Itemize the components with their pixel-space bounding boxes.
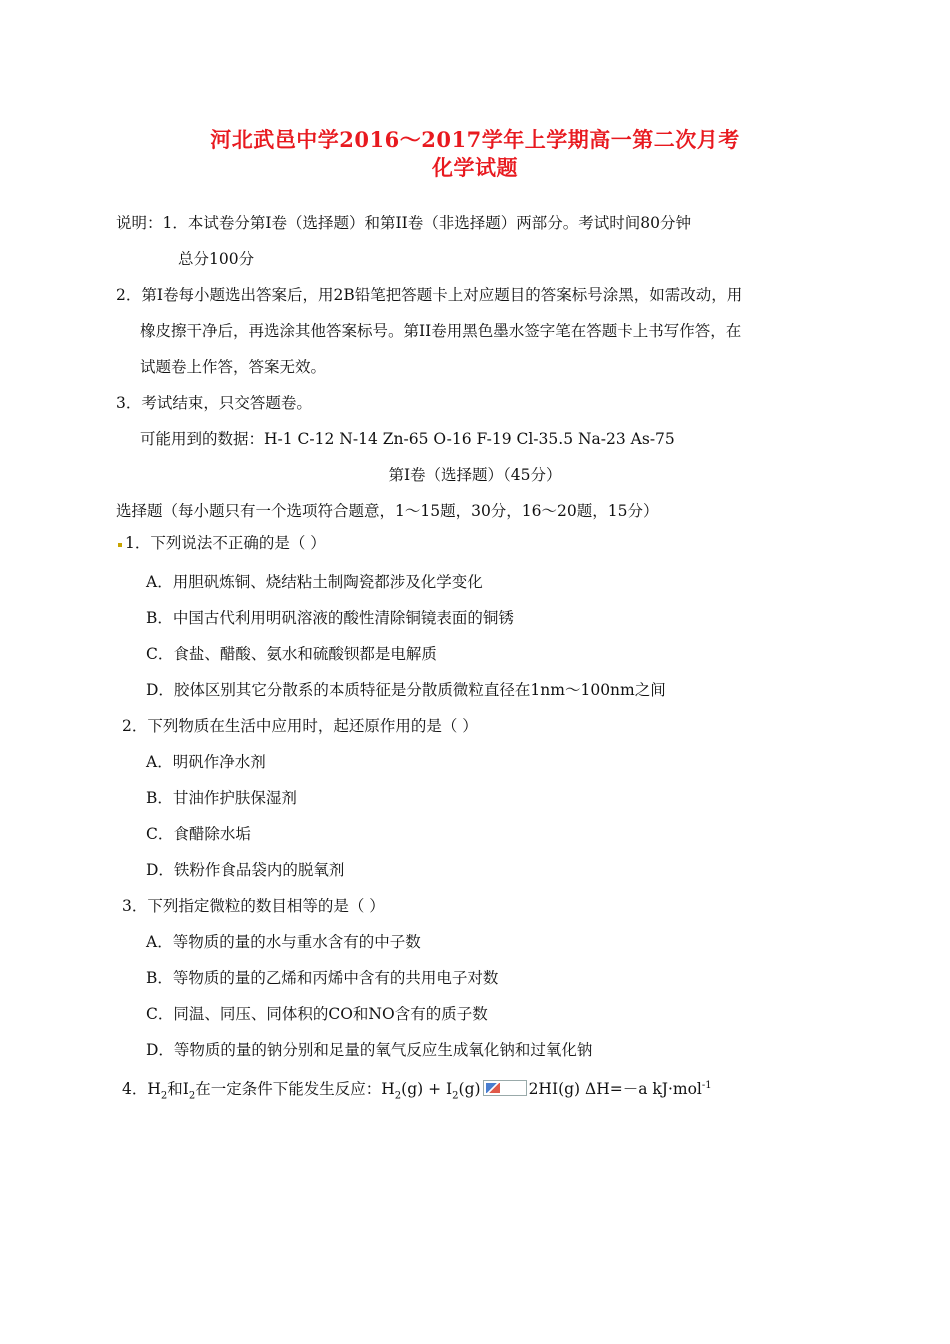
atomic-masses: 可能用到的数据：H-1 C-12 N-14 Zn-65 O-16 F-19 Cl-35.5 Na-23 As-75 (140, 430, 675, 448)
question-3-option-b: B．等物质的量的乙烯和丙烯中含有的共用电子对数 (146, 969, 499, 987)
question-3-option-d: D．等物质的量的钠分别和足量的氧气反应生成氧化钠和过氧化钠 (146, 1041, 593, 1059)
section-heading: 第Ⅰ卷（选择题）（45分） (388, 466, 562, 484)
question-1-option-b: B．中国古代利用明矾溶液的酸性清除铜镜表面的铜锈 (146, 609, 514, 627)
question-1-option-a: A．用胆矾炼铜、烧结粘土制陶瓷都涉及化学变化 (146, 573, 483, 591)
question-4-stem: 4．$H_2$和$I_2$在一定条件下能发生反应：$H_2(g) + I_2(g)$ 2HI(g) ΔH=－a kJ·mol$^{-1}$ (122, 1080, 712, 1102)
instruction-2b: 橡皮擦干净后，再选涂其他答案标号。第II卷用黑色墨水签字笔在答题卡上书写作答，在 (140, 322, 742, 340)
question-2-stem: 2．下列物质在生活中应用时，起还原作用的是（ ） (122, 717, 478, 735)
instruction-1-total: 总分100分 (178, 250, 255, 268)
instruction-2a: 2．第Ⅰ卷每小题选出答案后，用2B铅笔把答题卡上对应题目的答案标号涂黑，如需改动，用 (116, 286, 743, 304)
exam-subtitle: 化学试题 (432, 155, 518, 180)
question-2-option-b: B．甘油作护肤保湿剂 (146, 789, 297, 807)
question-2-option-a: A．明矾作净水剂 (146, 753, 266, 771)
exam-title: 河北武邑中学2016～2017学年上学期高一第二次月考 (210, 127, 740, 152)
question-2-option-c: C．食醋除水垢 (146, 825, 251, 843)
question-2-option-d: D．铁粉作食品袋内的脱氧剂 (146, 861, 345, 879)
instruction-3: 3．考试结束，只交答题卷。 (116, 394, 312, 412)
marker-dot (118, 543, 122, 547)
question-1-option-c: C．食盐、醋酸、氨水和硫酸钡都是电解质 (146, 645, 437, 663)
instruction-1: 说明：1．本试卷分第Ⅰ卷（选择题）和第II卷（非选择题）两部分。考试时间80分钟 (116, 214, 691, 232)
question-3-option-a: A．等物质的量的水与重水含有的中子数 (146, 933, 421, 951)
question-3-option-c: C．同温、同压、同体积的CO和NO含有的质子数 (146, 1005, 488, 1023)
equilibrium-arrow-icon (483, 1080, 527, 1096)
section-intro: 选择题（每小题只有一个选项符合题意，1～15题，30分，16～20题，15分） (116, 502, 659, 520)
question-3-stem: 3．下列指定微粒的数目相等的是（ ） (122, 897, 385, 915)
question-1-option-d: D．胶体区别其它分散系的本质特征是分散质微粒直径在1nm～100nm之间 (146, 681, 666, 699)
instruction-2c: 试题卷上作答，答案无效。 (140, 358, 327, 376)
question-1-stem: 1．下列说法不正确的是（ ） (118, 533, 326, 553)
